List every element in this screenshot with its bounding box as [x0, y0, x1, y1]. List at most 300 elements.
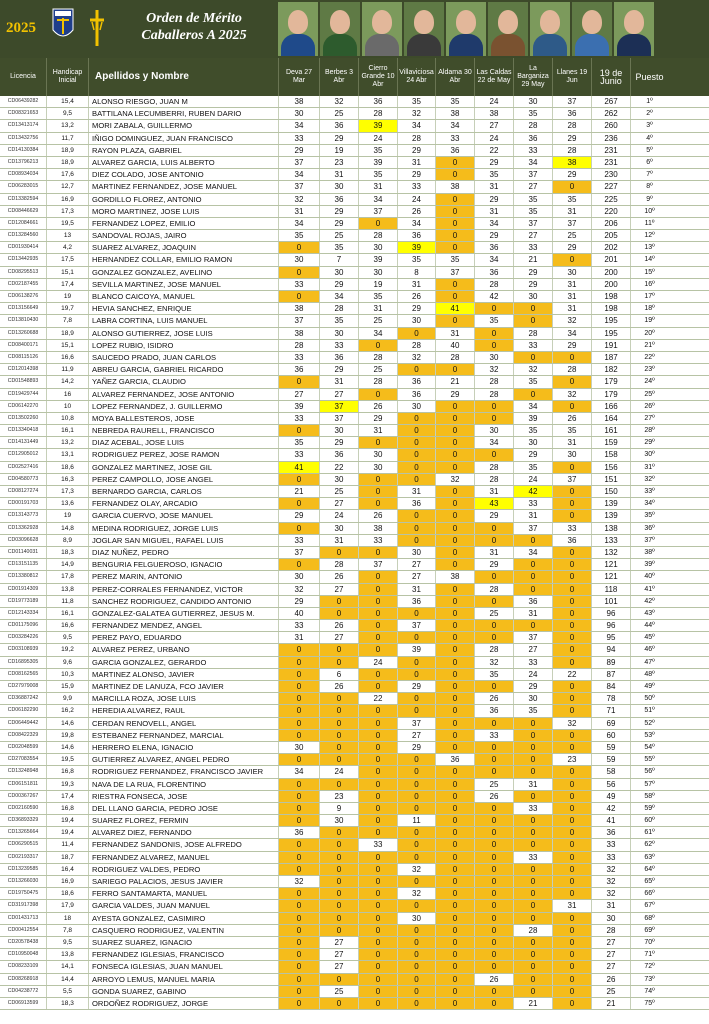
- score-cell: 0: [513, 303, 552, 314]
- score-cell: 0: [278, 644, 319, 655]
- licencia-cell: CD13796213: [7, 158, 39, 165]
- puesto-cell: 75º: [630, 998, 668, 1009]
- puesto-cell: 58º: [630, 791, 668, 802]
- score-cell: 0: [358, 766, 397, 777]
- puesto-cell: 53º: [630, 730, 668, 741]
- score-cell: 33: [513, 657, 552, 668]
- handicap-cell: 19: [46, 291, 88, 302]
- player-name-cell: CASQUERO RODRIGUEZ, VALENTIN: [88, 925, 278, 936]
- score-cell: 0: [552, 925, 591, 936]
- puesto-cell: 38º: [630, 547, 668, 558]
- score-cell: 36: [358, 96, 397, 107]
- total-cell: 94: [591, 644, 630, 655]
- score-cell: 0: [278, 376, 319, 387]
- score-cell: 29: [278, 145, 319, 156]
- total-cell: 69: [591, 718, 630, 729]
- score-cell: 0: [397, 437, 435, 448]
- score-cell: 26: [474, 693, 513, 704]
- total-cell: 150: [591, 486, 630, 497]
- total-cell: 31: [591, 900, 630, 911]
- table-row: [0, 108, 709, 120]
- table-row: [0, 462, 709, 474]
- puesto-cell: 44º: [630, 620, 668, 631]
- player-name-cell: MARTINEZ FERNANDEZ, JOSE MANUEL: [88, 181, 278, 192]
- score-cell: 29: [319, 279, 358, 290]
- score-cell: 36: [474, 705, 513, 716]
- handicap-cell: 18,6: [46, 888, 88, 899]
- handicap-cell: 19,5: [46, 218, 88, 229]
- col-event-3: Cierro Grande 10 Abr: [358, 58, 397, 96]
- total-cell: 200: [591, 267, 630, 278]
- score-cell: 0: [278, 937, 319, 948]
- puesto-cell: 49º: [630, 681, 668, 692]
- score-cell: 33: [513, 340, 552, 351]
- score-cell: 0: [435, 803, 474, 814]
- handicap-cell: 9,6: [46, 657, 88, 668]
- table-row: [0, 401, 709, 413]
- score-cell: 0: [474, 535, 513, 546]
- puesto-cell: 22º: [630, 352, 668, 363]
- score-cell: 30: [474, 352, 513, 363]
- player-name-cell: HERNANDEZ COLLAR, EMILIO RAMON: [88, 254, 278, 265]
- score-cell: 28: [358, 108, 397, 119]
- score-cell: 30: [319, 181, 358, 192]
- licencia-cell: CD01548893: [7, 378, 39, 385]
- score-cell: 0: [552, 657, 591, 668]
- handicap-cell: 5,5: [46, 986, 88, 997]
- score-cell: 39: [513, 413, 552, 424]
- handicap-cell: 8,9: [46, 535, 88, 546]
- score-cell: 0: [278, 949, 319, 960]
- score-cell: 34: [278, 218, 319, 229]
- licencia-cell: CD08162565: [7, 670, 39, 677]
- table-row: [0, 693, 709, 705]
- licencia-cell: CD13248948: [7, 768, 39, 775]
- score-cell: 0: [397, 632, 435, 643]
- table-row: [0, 389, 709, 401]
- score-cell: 0: [397, 791, 435, 802]
- score-cell: 0: [552, 998, 591, 1009]
- score-cell: 0: [552, 766, 591, 777]
- score-cell: 33: [513, 242, 552, 253]
- score-cell: 37: [513, 632, 552, 643]
- handicap-cell: 16,2: [46, 705, 88, 716]
- score-cell: 0: [319, 876, 358, 887]
- score-cell: 31: [474, 181, 513, 192]
- score-cell: 33: [552, 523, 591, 534]
- score-cell: 0: [435, 657, 474, 668]
- total-cell: 179: [591, 389, 630, 400]
- puesto-cell: 28º: [630, 425, 668, 436]
- score-cell: 24: [319, 766, 358, 777]
- score-cell: 32: [397, 864, 435, 875]
- score-cell: 35: [513, 425, 552, 436]
- score-cell: 31: [397, 584, 435, 595]
- licencia-cell: CD08115126: [7, 353, 39, 360]
- score-cell: 0: [552, 510, 591, 521]
- score-cell: 0: [435, 705, 474, 716]
- score-cell: 25: [319, 230, 358, 241]
- table-row: [0, 913, 709, 925]
- score-cell: 33: [278, 133, 319, 144]
- score-cell: 0: [397, 462, 435, 473]
- col-event-2: Berbes 3 Abr: [319, 58, 358, 96]
- handicap-cell: 16,3: [46, 474, 88, 485]
- score-cell: 25: [319, 486, 358, 497]
- score-cell: 32: [474, 364, 513, 375]
- score-cell: 0: [435, 437, 474, 448]
- score-cell: 0: [474, 766, 513, 777]
- player-name-cell: MEDINA RODRIGUEZ, JORGE LUIS: [88, 523, 278, 534]
- score-cell: 32: [474, 657, 513, 668]
- handicap-cell: 18: [46, 913, 88, 924]
- score-cell: 0: [278, 913, 319, 924]
- score-cell: 0: [278, 888, 319, 899]
- aeso-shield-logo: [52, 8, 74, 42]
- table-row: [0, 486, 709, 498]
- score-cell: 37: [397, 718, 435, 729]
- score-cell: 35: [278, 437, 319, 448]
- score-cell: 28: [358, 376, 397, 387]
- score-cell: 24: [358, 133, 397, 144]
- puesto-cell: 5º: [630, 145, 668, 156]
- score-cell: 0: [552, 559, 591, 570]
- total-cell: 27: [591, 937, 630, 948]
- table-row: [0, 96, 709, 108]
- asturias-cross-icon: [88, 8, 106, 48]
- player-name-cell: MORO MARTINEZ, JOSE LUIS: [88, 206, 278, 217]
- score-cell: 0: [435, 791, 474, 802]
- score-cell: 0: [319, 705, 358, 716]
- total-cell: 101: [591, 596, 630, 607]
- score-cell: 33: [278, 279, 319, 290]
- score-cell: 0: [397, 937, 435, 948]
- score-cell: 29: [513, 267, 552, 278]
- score-cell: 27: [513, 230, 552, 241]
- score-cell: 28: [474, 376, 513, 387]
- table-row: [0, 413, 709, 425]
- player-name-cell: SARIEGO PALACIOS, JESUS JAVIER: [88, 876, 278, 887]
- score-cell: 35: [513, 206, 552, 217]
- player-name-cell: BATTILANA LECUMBERRI, RUBEN DARIO: [88, 108, 278, 119]
- score-cell: 27: [397, 571, 435, 582]
- score-cell: 29: [552, 169, 591, 180]
- handicap-cell: 9,5: [46, 108, 88, 119]
- score-cell: 0: [552, 620, 591, 631]
- player-name-cell: ABREU GARCIA, GABRIEL RICARDO: [88, 364, 278, 375]
- score-cell: 0: [435, 413, 474, 424]
- score-cell: 0: [435, 852, 474, 863]
- total-cell: 202: [591, 242, 630, 253]
- table-row: [0, 230, 709, 242]
- licencia-cell: CD03096628: [7, 536, 39, 543]
- score-cell: 30: [474, 425, 513, 436]
- total-cell: 191: [591, 340, 630, 351]
- score-cell: 0: [552, 827, 591, 838]
- player-name-cell: RIESTRA FONSECA, JOSE: [88, 791, 278, 802]
- score-cell: 36: [513, 596, 552, 607]
- player-name-cell: GARCIA CUERVO, JOSE MANUEL: [88, 510, 278, 521]
- score-cell: 0: [278, 754, 319, 765]
- licencia-cell: CD02193317: [7, 853, 39, 860]
- score-cell: 0: [513, 961, 552, 972]
- score-cell: 0: [358, 547, 397, 558]
- score-cell: 0: [513, 571, 552, 582]
- score-cell: 0: [358, 705, 397, 716]
- score-cell: 0: [358, 742, 397, 753]
- table-row: [0, 779, 709, 791]
- score-cell: 30: [397, 401, 435, 412]
- puesto-cell: 43º: [630, 608, 668, 619]
- score-cell: 36: [552, 108, 591, 119]
- licencia-cell: CD13362928: [7, 524, 39, 531]
- score-cell: 23: [552, 754, 591, 765]
- score-cell: 35: [278, 230, 319, 241]
- total-cell: 26: [591, 974, 630, 985]
- score-cell: 27: [319, 949, 358, 960]
- licencia-cell: CD12084661: [7, 219, 39, 226]
- score-cell: 0: [513, 766, 552, 777]
- handicap-cell: 11,8: [46, 596, 88, 607]
- score-cell: 39: [358, 120, 397, 131]
- licencia-cell: CD12014398: [7, 366, 39, 373]
- score-cell: 33: [513, 803, 552, 814]
- table-row: [0, 376, 709, 388]
- licencia-cell: CD08127274: [7, 488, 39, 494]
- score-cell: 0: [435, 839, 474, 850]
- licencia-cell: CD13810430: [7, 317, 39, 324]
- handicap-cell: 14,4: [46, 974, 88, 985]
- score-cell: 29: [397, 742, 435, 753]
- puesto-cell: 39º: [630, 559, 668, 570]
- handicap-cell: 9,5: [46, 937, 88, 948]
- total-cell: 89: [591, 657, 630, 668]
- puesto-cell: 11º: [630, 218, 668, 229]
- score-cell: 0: [435, 535, 474, 546]
- score-cell: 29: [513, 681, 552, 692]
- score-cell: 0: [552, 486, 591, 497]
- score-cell: 0: [552, 864, 591, 875]
- handicap-cell: 14,8: [46, 523, 88, 534]
- licencia-cell: CD20578438: [7, 938, 39, 945]
- score-cell: 27: [278, 389, 319, 400]
- score-cell: 22: [474, 145, 513, 156]
- table-row: [0, 986, 709, 998]
- score-cell: 35: [397, 96, 435, 107]
- player-name-cell: SUAREZ SUAREZ, IGNACIO: [88, 937, 278, 948]
- score-cell: 0: [552, 547, 591, 558]
- licencia-cell: CD06439282: [7, 98, 39, 104]
- puesto-cell: 64º: [630, 864, 668, 875]
- score-cell: 0: [552, 462, 591, 473]
- score-cell: 30: [397, 315, 435, 326]
- col-event-4: Villaviciosa 24 Abr: [397, 58, 435, 96]
- handicap-cell: 16,8: [46, 803, 88, 814]
- score-cell: 0: [435, 291, 474, 302]
- score-cell: 29: [397, 303, 435, 314]
- score-cell: 0: [435, 900, 474, 911]
- score-cell: 0: [513, 888, 552, 899]
- score-cell: 34: [278, 120, 319, 131]
- licencia-cell: CD04238772: [7, 987, 39, 994]
- score-cell: 24: [358, 657, 397, 668]
- total-cell: 59: [591, 754, 630, 765]
- score-cell: 31: [319, 535, 358, 546]
- player-name-cell: BERNARDO GARCIA, CARLOS: [88, 486, 278, 497]
- handicap-cell: 15,1: [46, 340, 88, 351]
- score-cell: 26: [552, 413, 591, 424]
- total-cell: 198: [591, 303, 630, 314]
- score-cell: 0: [319, 839, 358, 850]
- score-cell: 0: [397, 328, 435, 339]
- score-cell: 31: [552, 206, 591, 217]
- score-cell: 0: [474, 328, 513, 339]
- puesto-cell: 65º: [630, 876, 668, 887]
- score-cell: 0: [435, 730, 474, 741]
- puesto-cell: 73º: [630, 974, 668, 985]
- licencia-cell: CD14131449: [7, 439, 39, 446]
- score-cell: 0: [358, 389, 397, 400]
- total-cell: 58: [591, 766, 630, 777]
- score-cell: 0: [513, 864, 552, 875]
- licencia-cell: CD06151811: [7, 780, 39, 787]
- player-name-cell: GONZALEZ-GALATEA GUTIERREZ, JESUS M.: [88, 608, 278, 619]
- handicap-cell: 19,3: [46, 779, 88, 790]
- licencia-cell: CD13380812: [7, 573, 39, 580]
- player-name-cell: GORDILLO FLOREZ, ANTONIO: [88, 194, 278, 205]
- total-cell: 164: [591, 413, 630, 424]
- player-name-cell: FERNANDEZ LOPEZ, EMILIO: [88, 218, 278, 229]
- score-cell: 38: [474, 108, 513, 119]
- table-row: [0, 340, 709, 352]
- score-cell: 0: [358, 644, 397, 655]
- licencia-cell: CD02048599: [7, 743, 39, 750]
- table-row: [0, 254, 709, 266]
- score-cell: 0: [435, 242, 474, 253]
- total-cell: 262: [591, 108, 630, 119]
- score-cell: 0: [552, 401, 591, 412]
- score-cell: 0: [278, 474, 319, 485]
- puesto-cell: 69º: [630, 925, 668, 936]
- score-cell: 0: [358, 632, 397, 643]
- puesto-cell: 21º: [630, 340, 668, 351]
- player-name-cell: ALVAREZ FERNANDEZ, JOSE ANTONIO: [88, 389, 278, 400]
- score-cell: 0: [435, 510, 474, 521]
- licencia-cell: CD13432756: [7, 134, 39, 141]
- handicap-cell: 17,4: [46, 279, 88, 290]
- handicap-cell: 7,8: [46, 315, 88, 326]
- score-cell: 24: [513, 474, 552, 485]
- table-row: [0, 474, 709, 486]
- player-name-cell: IÑIGO DOMINGUEZ, JUAN FRANCISCO: [88, 133, 278, 144]
- season-year: 2025: [6, 20, 36, 36]
- score-cell: 0: [435, 937, 474, 948]
- col-licencia: Licencia: [10, 73, 36, 80]
- player-name-cell: MARTINEZ ALONSO, JAVIER: [88, 669, 278, 680]
- score-cell: 0: [474, 340, 513, 351]
- total-cell: 118: [591, 584, 630, 595]
- score-cell: 33: [278, 413, 319, 424]
- score-cell: 31: [397, 279, 435, 290]
- puesto-cell: 26º: [630, 401, 668, 412]
- player-name-cell: HEREDIA ALVAREZ, RAUL: [88, 705, 278, 716]
- total-cell: 84: [591, 681, 630, 692]
- table-row: [0, 157, 709, 169]
- col-handicap: Handicap Inicial: [46, 58, 88, 96]
- score-cell: 0: [435, 888, 474, 899]
- score-cell: 26: [358, 401, 397, 412]
- score-cell: 0: [358, 571, 397, 582]
- score-cell: 0: [474, 888, 513, 899]
- score-cell: 0: [513, 730, 552, 741]
- table-row: [0, 571, 709, 583]
- score-cell: 35: [474, 315, 513, 326]
- score-cell: 24: [474, 96, 513, 107]
- licencia-cell: CD13442935: [7, 256, 39, 263]
- player-name-cell: FERNANDEZ ALVAREZ, MANUEL: [88, 852, 278, 863]
- licencia-cell: CD02527416: [7, 463, 39, 470]
- total-cell: 231: [591, 157, 630, 168]
- licencia-cell: CD13340418: [7, 427, 39, 434]
- score-cell: 0: [435, 644, 474, 655]
- score-cell: 0: [319, 754, 358, 765]
- score-cell: 26: [319, 681, 358, 692]
- player-name-cell: DIEZ COLADO, JOSE ANTONIO: [88, 169, 278, 180]
- score-cell: 38: [358, 523, 397, 534]
- score-cell: 0: [358, 852, 397, 863]
- score-cell: 0: [474, 949, 513, 960]
- player-name-cell: CERDAN RENOVELL, ANGEL: [88, 718, 278, 729]
- handicap-cell: 14,1: [46, 961, 88, 972]
- score-cell: 31: [474, 547, 513, 558]
- puesto-cell: 60º: [630, 815, 668, 826]
- puesto-cell: 3º: [630, 120, 668, 131]
- handicap-cell: 10,8: [46, 413, 88, 424]
- score-cell: 0: [397, 364, 435, 375]
- score-cell: 0: [358, 669, 397, 680]
- total-cell: 166: [591, 401, 630, 412]
- total-cell: 156: [591, 462, 630, 473]
- score-cell: 0: [474, 620, 513, 631]
- player-name-cell: ORDOÑEZ RODRIGUEZ, JORGE: [88, 998, 278, 1009]
- table-row: [0, 510, 709, 522]
- score-cell: 0: [397, 852, 435, 863]
- score-cell: 28: [474, 462, 513, 473]
- score-cell: 0: [319, 718, 358, 729]
- puesto-cell: 6º: [630, 157, 668, 168]
- puesto-cell: 12º: [630, 230, 668, 241]
- score-cell: 0: [552, 352, 591, 363]
- table-row: [0, 754, 709, 766]
- score-cell: 0: [435, 596, 474, 607]
- licencia-cell: CD08321653: [7, 110, 39, 117]
- player-name-cell: GONDA SUAREZ, GABINO: [88, 986, 278, 997]
- score-cell: 0: [397, 608, 435, 619]
- licencia-cell: CD01431713: [7, 914, 39, 921]
- score-cell: 38: [278, 96, 319, 107]
- player-photo: [572, 2, 612, 56]
- handicap-cell: 13,6: [46, 498, 88, 509]
- score-cell: 0: [435, 315, 474, 326]
- handicap-cell: 19,4: [46, 815, 88, 826]
- player-name-cell: GONZALEZ GONZALEZ, AVELINO: [88, 267, 278, 278]
- score-cell: 0: [474, 815, 513, 826]
- score-cell: 0: [513, 754, 552, 765]
- score-cell: 25: [474, 779, 513, 790]
- score-cell: 28: [513, 328, 552, 339]
- player-name-cell: RODRIGUEZ PEREZ, JOSE RAMON: [88, 449, 278, 460]
- handicap-cell: 9,9: [46, 693, 88, 704]
